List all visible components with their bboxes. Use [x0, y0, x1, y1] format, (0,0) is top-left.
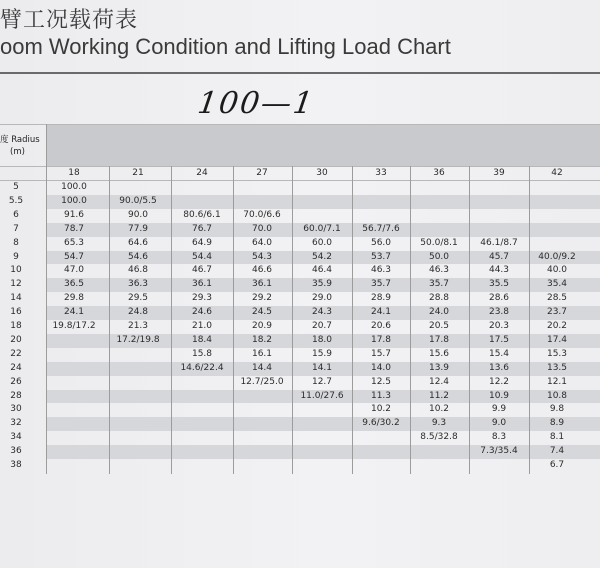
load-cell: 19.8/17.2	[52, 321, 96, 331]
column-divider	[529, 166, 530, 474]
load-cell: 24.1	[370, 307, 392, 318]
load-cell: 56.0	[370, 237, 392, 248]
handwritten-note: 100—1	[195, 86, 317, 121]
load-cell: 23.8	[488, 307, 510, 318]
radius-label: 9	[13, 251, 19, 262]
boom-length-39: 39	[493, 168, 505, 178]
load-cell: 29.2	[251, 293, 273, 304]
load-cell: 21.0	[191, 321, 213, 331]
load-cell: 8.3	[491, 432, 507, 443]
load-cell: 13.9	[428, 362, 450, 373]
column-divider	[410, 166, 411, 474]
load-cell: 13.5	[546, 362, 568, 373]
load-cell: 12.1	[546, 376, 568, 387]
boom-length-21: 21	[132, 168, 144, 178]
load-cell: 12.7	[311, 376, 333, 387]
load-cell: 14.4	[251, 362, 273, 373]
load-cell: 54.7	[63, 251, 85, 262]
boom-length-27: 27	[256, 168, 268, 178]
load-cell: 35.5	[488, 279, 510, 290]
load-cell: 100.0	[61, 195, 87, 206]
load-cell: 15.9	[311, 348, 333, 359]
load-cell: 20.6	[370, 321, 392, 331]
table-rule	[0, 180, 600, 181]
radius-header-line-2: (m)	[10, 147, 25, 157]
load-cell: 64.0	[251, 237, 273, 248]
load-cell: 36.1	[251, 279, 273, 290]
boom-length-36: 36	[433, 168, 445, 178]
load-cell: 90.0/5.5	[119, 195, 157, 206]
radius-label: 5.5	[8, 195, 24, 206]
load-cell: 20.7	[311, 321, 333, 331]
load-cell: 6.7	[549, 460, 565, 470]
load-cell: 36.1	[191, 279, 213, 290]
load-cell: 28.8	[428, 293, 450, 304]
load-cell: 91.6	[63, 209, 85, 220]
load-cell: 12.4	[428, 376, 450, 387]
load-cell: 24.5	[251, 307, 273, 318]
load-cell: 14.0	[370, 362, 392, 373]
table-rule	[0, 124, 600, 125]
load-cell: 70.0/6.6	[243, 209, 281, 220]
load-cell: 65.3	[63, 237, 85, 248]
load-cell: 14.1	[311, 362, 333, 373]
radius-label: 10	[10, 265, 22, 276]
load-cell: 46.4	[311, 265, 333, 276]
load-cell: 64.9	[191, 237, 213, 248]
chart-title-english: oom Working Condition and Lifting Load Chart	[0, 34, 451, 59]
load-cell: 10.9	[488, 390, 510, 401]
load-cell: 24.3	[311, 307, 333, 318]
boom-length-30: 30	[316, 168, 328, 178]
radius-label: 20	[10, 334, 22, 345]
load-cell: 70.0	[251, 223, 273, 234]
load-cell: 21.3	[127, 321, 149, 331]
load-cell: 35.4	[546, 279, 568, 290]
load-cell: 17.4	[546, 334, 568, 345]
load-cell: 36.5	[63, 279, 85, 290]
load-cell: 60.0/7.1	[303, 223, 341, 234]
load-cell: 50.0/8.1	[420, 237, 458, 248]
load-cell: 40.0/9.2	[538, 251, 576, 262]
radius-label: 34	[10, 432, 22, 443]
column-divider	[171, 166, 172, 474]
radius-label: 22	[10, 348, 22, 359]
load-cell: 13.6	[488, 362, 510, 373]
load-cell: 17.8	[428, 334, 450, 345]
load-cell: 56.7/7.6	[362, 223, 400, 234]
load-cell: 9.8	[549, 404, 565, 415]
load-cell: 64.6	[127, 237, 149, 248]
load-cell: 100.0	[61, 182, 87, 192]
radius-label: 24	[10, 362, 22, 373]
radius-label: 18	[10, 321, 22, 331]
radius-label: 36	[10, 446, 22, 457]
load-cell: 29.3	[191, 293, 213, 304]
load-cell: 10.2	[370, 404, 392, 415]
radius-label: 30	[10, 404, 22, 415]
load-cell: 28.6	[488, 293, 510, 304]
load-cell: 36.3	[127, 279, 149, 290]
load-cell: 8.5/32.8	[420, 432, 458, 443]
radius-header-line-1: 度 Radius	[0, 135, 40, 145]
boom-length-18: 18	[68, 168, 80, 178]
load-cell: 15.4	[488, 348, 510, 359]
load-cell: 46.6	[251, 265, 273, 276]
load-cell: 12.5	[370, 376, 392, 387]
load-cell: 17.5	[488, 334, 510, 345]
load-cell: 35.7	[370, 279, 392, 290]
load-cell: 18.0	[311, 334, 333, 345]
load-cell: 11.3	[370, 390, 392, 401]
radius-label: 6	[13, 209, 19, 220]
load-cell: 60.0	[311, 237, 333, 248]
radius-label: 32	[10, 418, 22, 429]
load-cell: 54.2	[311, 251, 333, 262]
radius-label: 26	[10, 376, 22, 387]
column-divider	[46, 124, 47, 474]
load-cell: 76.7	[191, 223, 213, 234]
load-cell: 47.0	[63, 265, 85, 276]
column-divider	[109, 166, 110, 474]
load-cell: 53.7	[370, 251, 392, 262]
load-cell: 18.4	[191, 334, 213, 345]
load-cell: 46.3	[370, 265, 392, 276]
boom-length-42: 42	[551, 168, 563, 178]
load-cell: 24.6	[191, 307, 213, 318]
boom-length-33: 33	[375, 168, 387, 178]
load-cell: 29.8	[63, 293, 85, 304]
load-cell: 46.8	[127, 265, 149, 276]
load-cell: 14.6/22.4	[180, 362, 224, 373]
load-cell: 44.3	[488, 265, 510, 276]
radius-label: 38	[10, 460, 22, 470]
load-cell: 29.5	[127, 293, 149, 304]
header-band	[46, 124, 600, 166]
boom-length-24: 24	[196, 168, 208, 178]
load-cell: 10.2	[428, 404, 450, 415]
load-cell: 45.7	[488, 251, 510, 262]
load-cell: 28.9	[370, 293, 392, 304]
load-cell: 9.0	[491, 418, 507, 429]
radius-label: 5	[13, 182, 19, 192]
load-cell: 12.2	[488, 376, 510, 387]
load-cell: 40.0	[546, 265, 568, 276]
load-cell: 15.6	[428, 348, 450, 359]
load-cell: 8.1	[549, 432, 565, 443]
load-cell: 20.9	[251, 321, 273, 331]
load-cell: 17.8	[370, 334, 392, 345]
radius-label: 14	[10, 293, 22, 304]
load-cell: 46.7	[191, 265, 213, 276]
load-cell: 16.1	[251, 348, 273, 359]
load-cell: 29.0	[311, 293, 333, 304]
load-cell: 46.1/8.7	[480, 237, 518, 248]
radius-label: 12	[10, 279, 22, 290]
load-cell: 20.3	[488, 321, 510, 331]
load-cell: 28.5	[546, 293, 568, 304]
load-cell: 15.3	[546, 348, 568, 359]
load-cell: 10.8	[546, 390, 568, 401]
load-cell: 9.9	[491, 404, 507, 415]
load-cell: 15.8	[191, 348, 213, 359]
table-rule	[0, 166, 600, 167]
load-cell: 9.3	[431, 418, 447, 429]
load-cell: 54.4	[191, 251, 213, 262]
load-cell: 35.7	[428, 279, 450, 290]
load-cell: 50.0	[428, 251, 450, 262]
load-cell: 11.2	[428, 390, 450, 401]
load-cell: 90.0	[127, 209, 149, 220]
radius-label: 7	[13, 223, 19, 234]
load-cell: 7.4	[549, 446, 565, 457]
load-cell: 7.3/35.4	[480, 446, 518, 457]
load-cell: 54.3	[251, 251, 273, 262]
column-divider	[292, 166, 293, 474]
load-cell: 77.9	[127, 223, 149, 234]
load-cell: 18.2	[251, 334, 273, 345]
radius-label: 8	[13, 237, 19, 248]
load-cell: 15.7	[370, 348, 392, 359]
radius-label: 28	[10, 390, 22, 401]
load-cell: 20.2	[546, 321, 568, 331]
load-cell: 46.3	[428, 265, 450, 276]
column-divider	[233, 166, 234, 474]
load-cell: 17.2/19.8	[116, 334, 160, 345]
load-cell: 80.6/6.1	[183, 209, 221, 220]
load-cell: 23.7	[546, 307, 568, 318]
load-cell: 9.6/30.2	[362, 418, 400, 429]
load-cell: 11.0/27.6	[300, 390, 344, 401]
load-cell: 24.8	[127, 307, 149, 318]
load-cell: 24.0	[428, 307, 450, 318]
column-divider	[469, 166, 470, 474]
radius-label: 16	[10, 307, 22, 318]
load-cell: 54.6	[127, 251, 149, 262]
load-cell: 78.7	[63, 223, 85, 234]
load-cell: 35.9	[311, 279, 333, 290]
load-cell: 12.7/25.0	[240, 376, 284, 387]
load-cell: 24.1	[63, 307, 85, 318]
load-cell: 8.9	[549, 418, 565, 429]
column-divider	[352, 166, 353, 474]
load-cell: 20.5	[428, 321, 450, 331]
chart-title-chinese: 臂工况载荷表	[0, 8, 139, 33]
